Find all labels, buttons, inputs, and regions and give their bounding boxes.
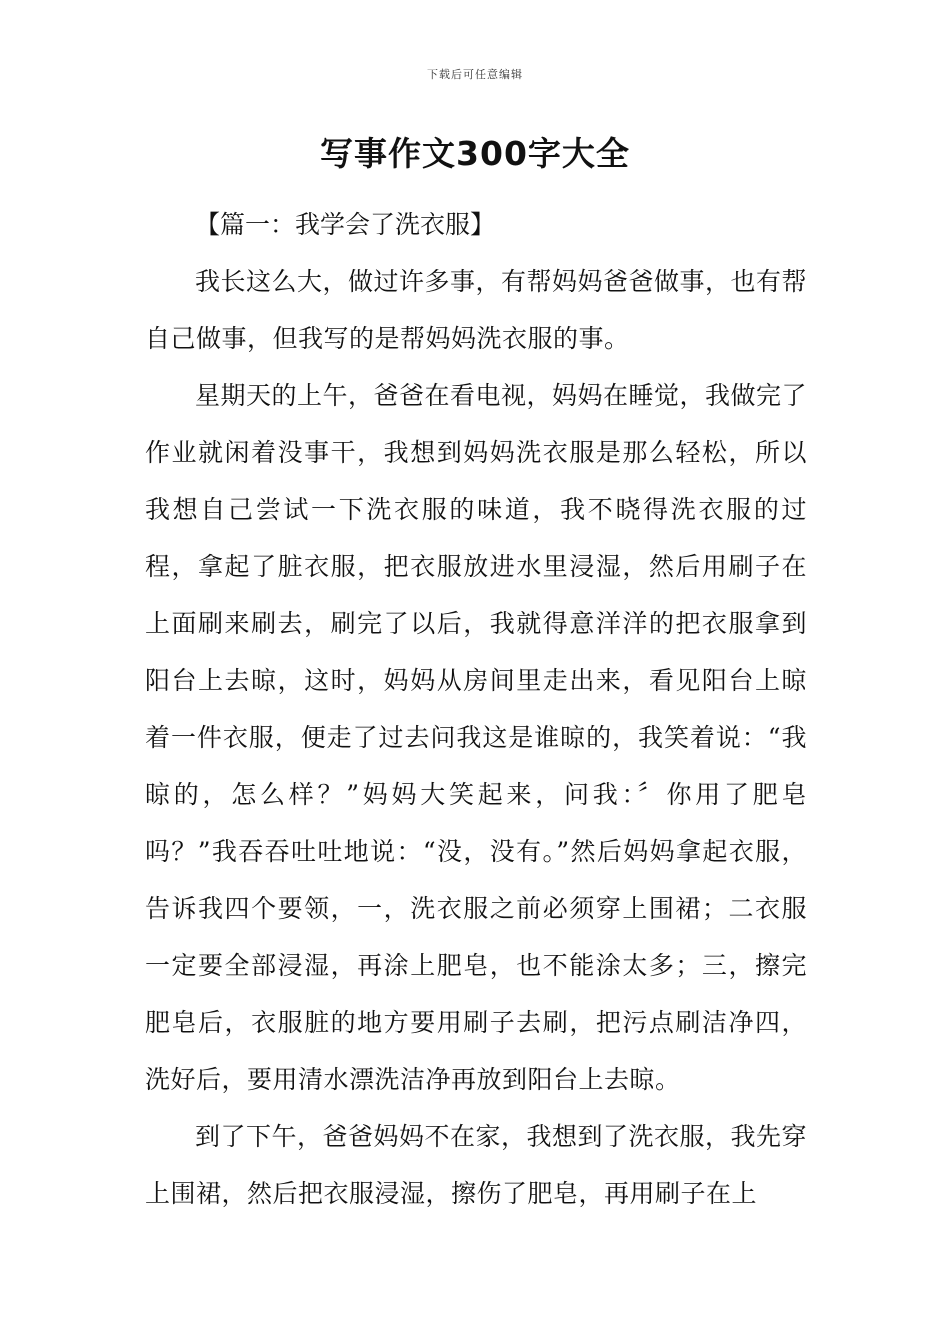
document-title: 写事作文300字大全	[320, 134, 630, 173]
paragraph-1: 我长这么大，做过许多事，有帮妈妈爸爸做事，也有帮自己做事，但我写的是帮妈妈洗衣服的事。	[145, 267, 808, 353]
section-heading: 【篇一：我学会了洗衣服】	[195, 210, 496, 239]
header-note: 下载后可任意编辑	[427, 68, 523, 81]
paragraph-3: 到了下午，爸爸妈妈不在家，我想到了洗衣服，我先穿上围裙，然后把衣服浸湿，擦伤了肥皂，再用刷子在上	[145, 1122, 808, 1208]
paragraph-2: 星期天的上午，爸爸在看电视，妈妈在睡觉，我做完了作业就闲着没事干，我想到妈妈洗衣服是那么轻松，所以我想自己尝试一下洗衣服的味道，我不晓得洗衣服的过程，拿起了脏衣服，把衣服放进水里浸湿，然后用刷子在上面刷来刷去，刷完了以后，我就得意洋洋的把衣服拿到阳台上去晾，这时，妈妈从房间里走出来，看见阳台上晾着一件衣服，便走了过去问我这是谁晾的，我笑着说：“我晾的，怎么样？”妈妈大笑起来，问我：〞你用了肥皂吗？”我吞吞吐吐地说：“没，没有。”然后妈妈拿起衣服，告诉我四个要领，一，洗衣服之前必须穿上围裙；二衣服一定要全部浸湿，再涂上肥皂，也不能涂太多；三，擦完肥皂后，衣服脏的地方要用刷子去刷，把污点刷洁净四，洗好后，要用清水漂洗洁净再放到阳台上去晾。	[145, 381, 808, 1094]
document-body	[145, 196, 807, 1222]
